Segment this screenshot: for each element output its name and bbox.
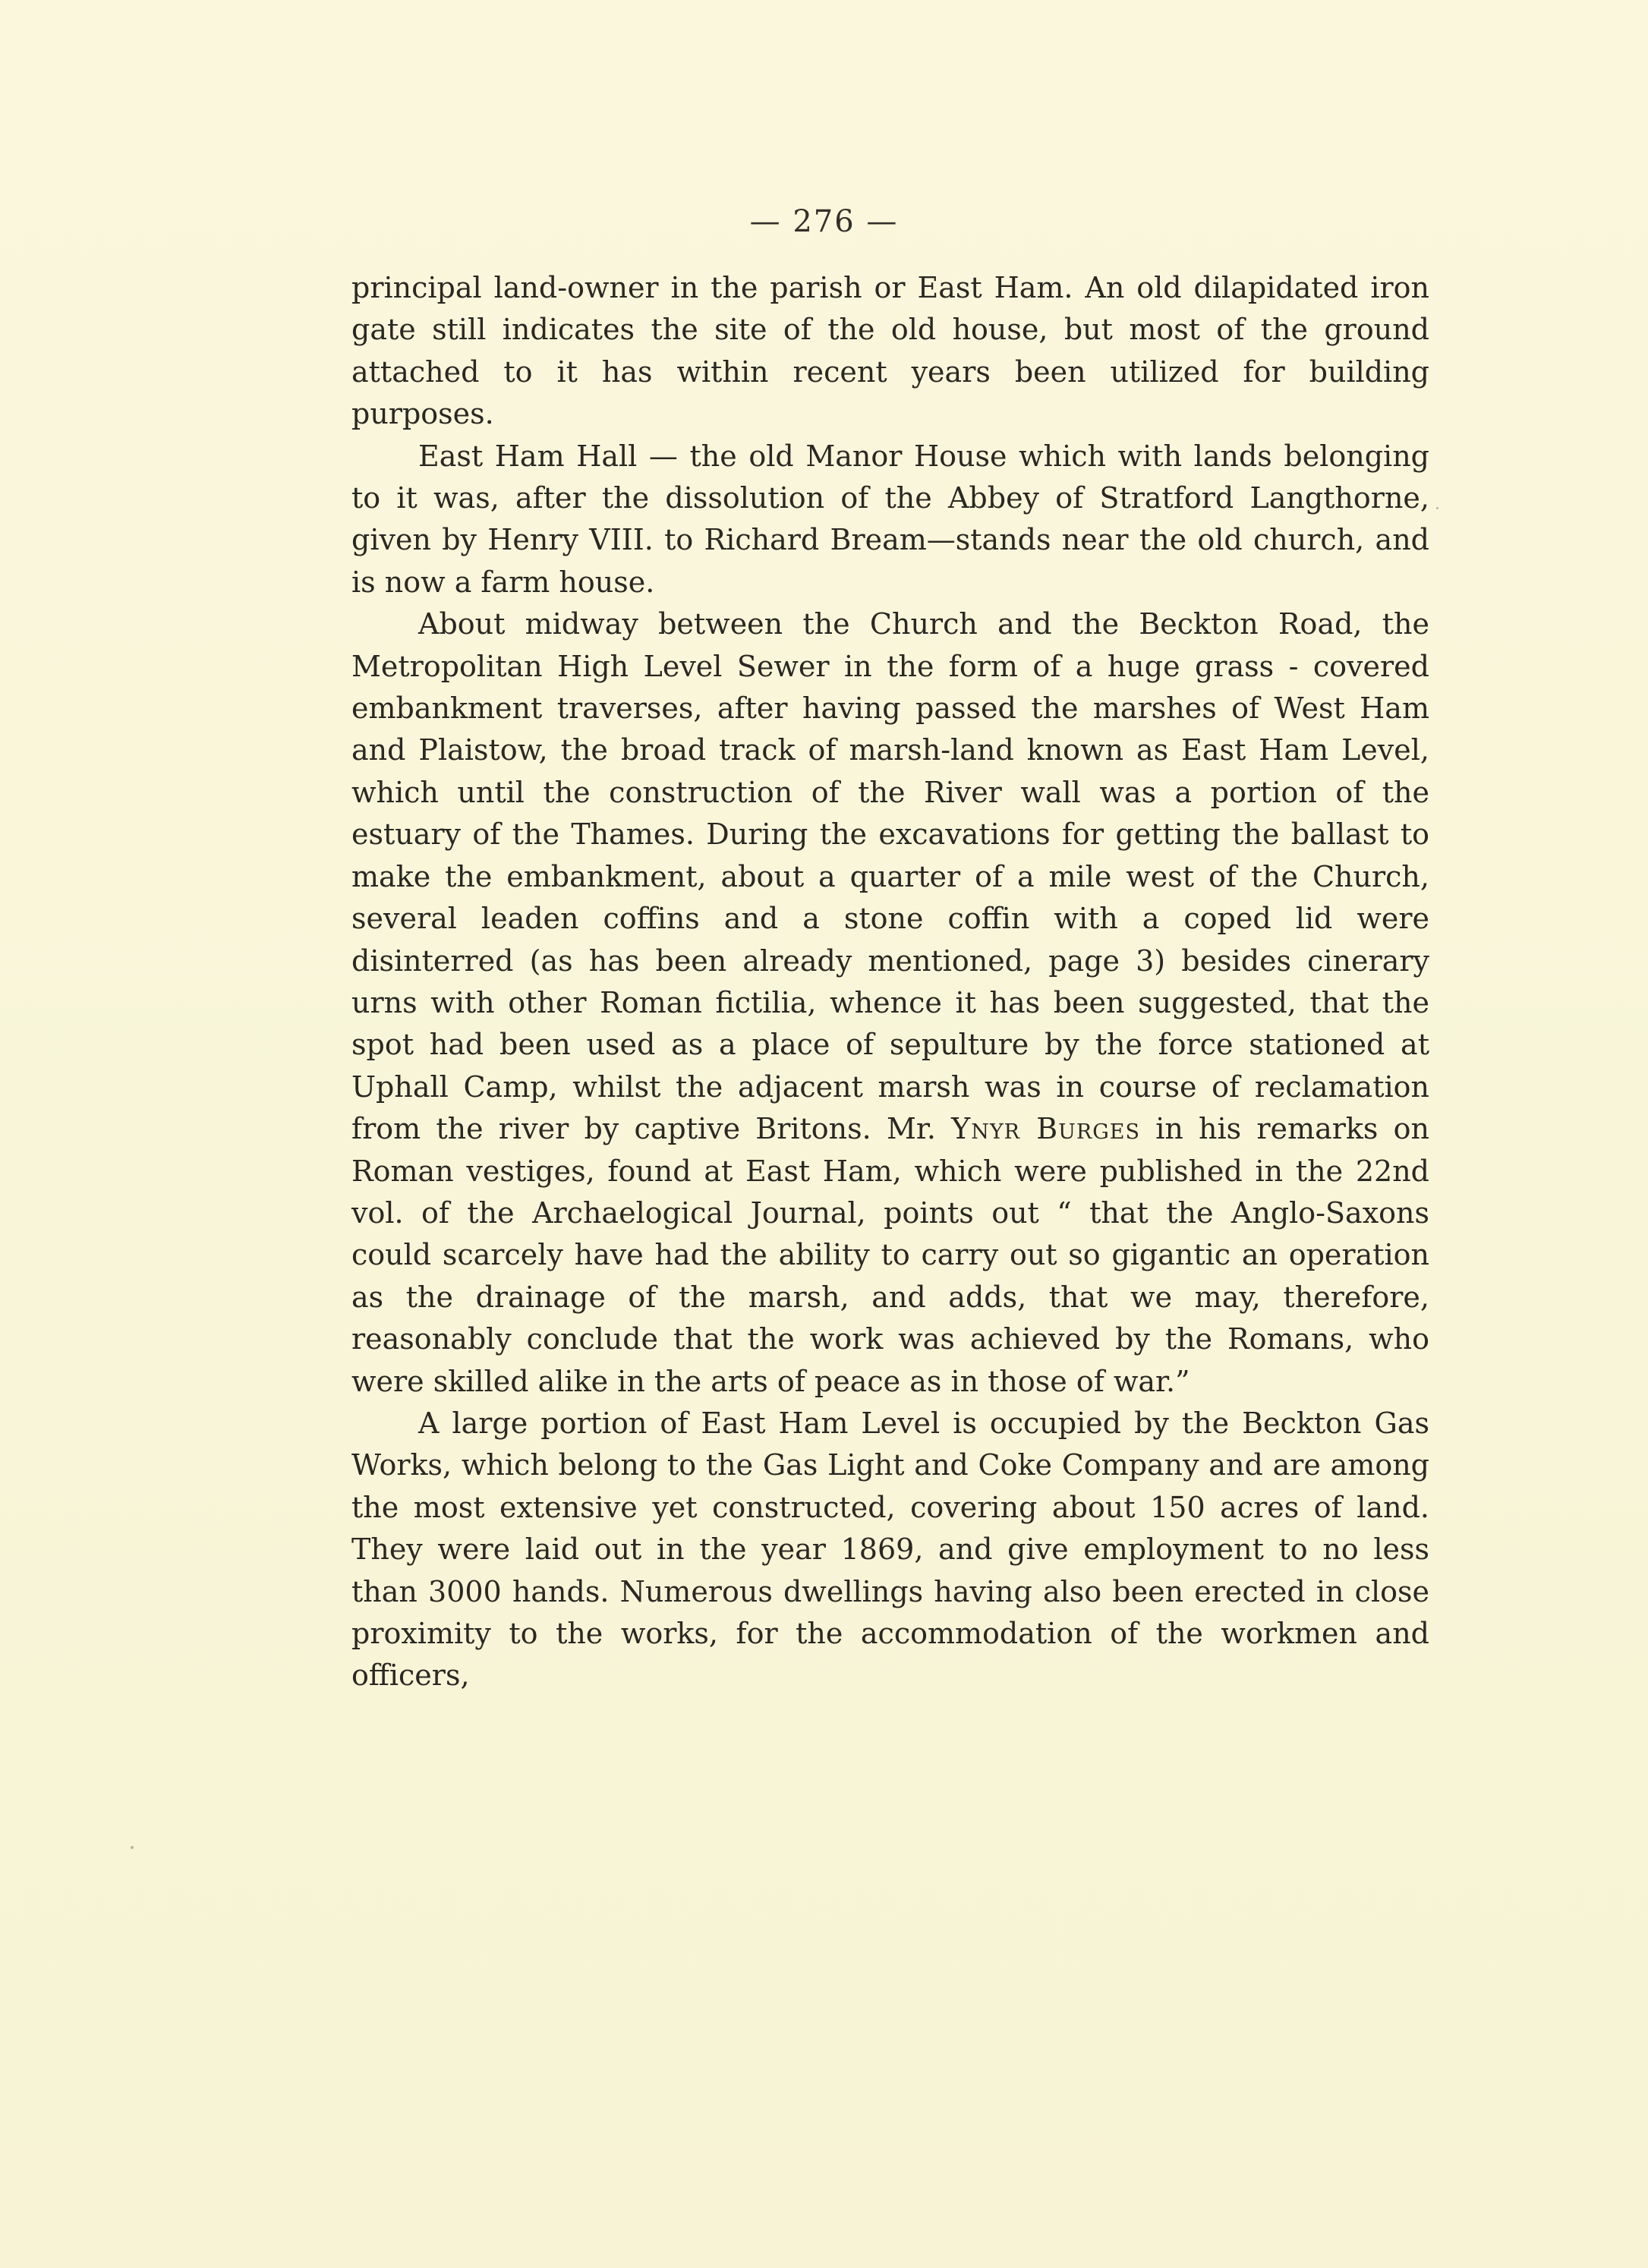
paragraph-continued: principal land-owner in the parish or East Ham. An old dilapidated iron gate still indicates the site of the old house, but most of the ground attached to it has within recent years been utilized for building purposes. [351, 271, 1429, 431]
page-number: — 276 — [749, 204, 899, 239]
paragraph-text-after-name: in his remarks on Roman vestiges, found at East Ham, which were published in the 22nd vol. of the Archaelogical Journal, points out “ that the Anglo-Saxons could scarcely have had the ability to carry out so gigantic an operation as the drainage of the marsh, and adds, that we may, therefore, reasonably conclude that the work was achieved by the Romans, who were skilled alike in the arts of peace as in those of war.” [351, 1112, 1429, 1398]
person-name: Ynyr Burges [951, 1112, 1140, 1146]
paragraph-east-ham-hall: East Ham Hall — the old Manor House which with lands belonging to it was, after the dissolution of the Abbey of Stratford Langthorne, given by Henry VIII. to Richard Bream—stands near the old church, and is now a farm house. [351, 439, 1429, 599]
body-text [351, 267, 1429, 1697]
paper-speck [1436, 507, 1438, 509]
paragraph-metropolitan-sewer [351, 603, 1429, 1403]
paragraph-text-before-name: About midway between the Church and the Beckton Road, the Metropolitan High Level Sewer in the form of a huge grass - covered embankment traverses, after having passed the marshes of West Ham and Plaistow, the broad track of marsh-land known as East Ham Level, which until the construction of the River wall was a portion of the estuary of the Thames. During the excavations for getting the ballast to make the embankment, about a quarter of a mile west of the Church, several leaden coffins and a stone coffin with a coped lid were disinterred (as has been already mentioned, page 3) besides cinerary urns with other Roman fictilia, whence it has been suggested, that the spot had been used as a place of sepulture by the force stationed at Uphall Camp, whilst the adjacent marsh was in course of reclamation from the river by captive Britons. Mr. [351, 607, 1429, 1146]
paper-speck [131, 1846, 134, 1849]
paragraph-beckton-gas-works: A large portion of East Ham Level is occupied by the Beckton Gas Works, which belong to the Gas Light and Coke Company and are among the most extensive yet constructed, covering about 150 acres of land. They were laid out in the year 1869, and give employment to no less than 3000 hands. Numerous dwellings having also been erected in close proximity to the works, for the accommodation of the workmen and officers, [351, 1406, 1429, 1693]
